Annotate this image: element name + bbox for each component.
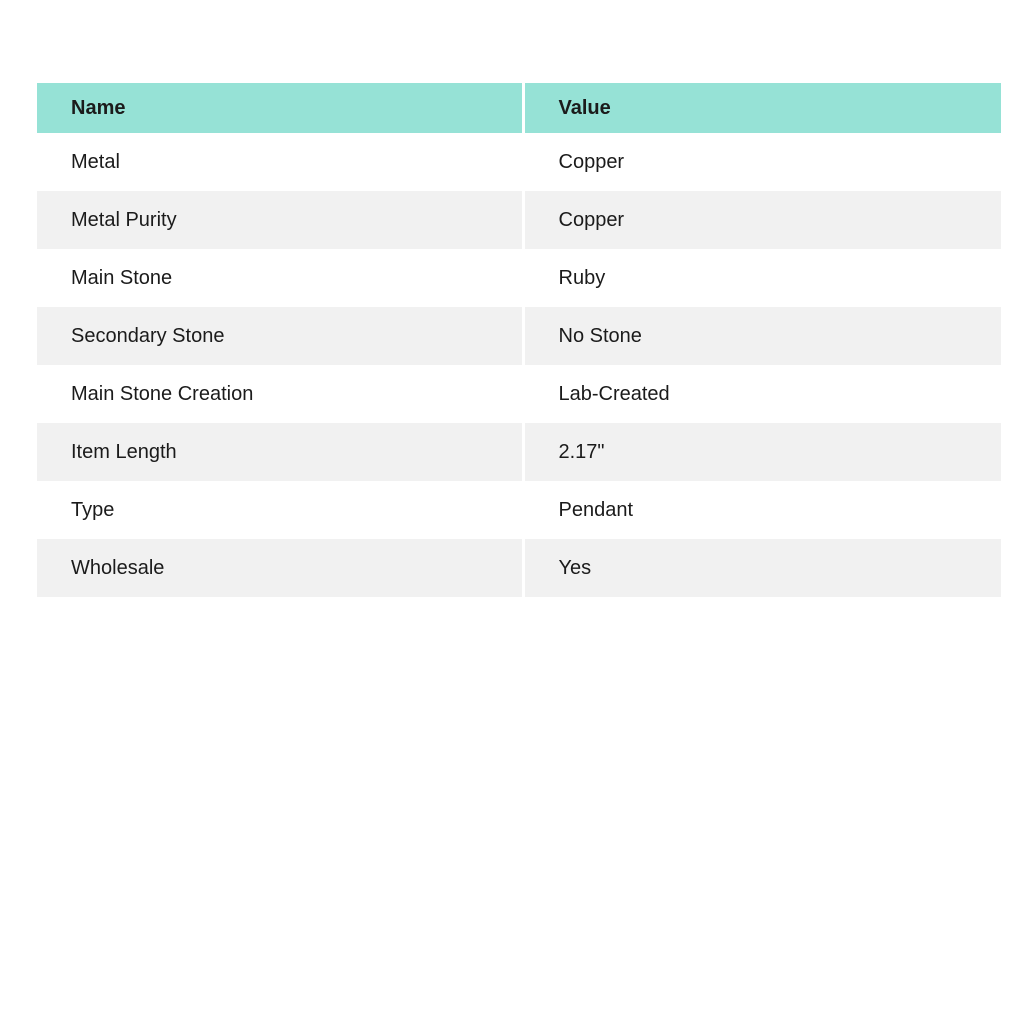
table-row: [37, 539, 1001, 597]
attribute-name: Main Stone Creation: [71, 382, 254, 405]
attribute-name: Metal: [71, 150, 120, 173]
table-row: [37, 249, 1001, 307]
product-attributes-table: [37, 83, 1001, 597]
table-header-row: [37, 83, 1001, 133]
table-row: [37, 423, 1001, 481]
attribute-name: Secondary Stone: [37, 307, 523, 365]
table-row: [37, 133, 1001, 191]
attribute-name: Type: [71, 498, 115, 521]
attribute-name: Main Stone: [71, 266, 173, 289]
table-row: [37, 365, 1001, 423]
table-row: [37, 191, 1001, 249]
attribute-name: Wholesale: [37, 539, 523, 597]
attribute-name: Metal Purity: [37, 191, 523, 249]
attribute-value: Lab-Created: [523, 365, 1001, 423]
attribute-value: No Stone: [523, 307, 1001, 365]
attribute-value: Pendant: [523, 481, 1001, 539]
attribute-value: Ruby: [523, 249, 1001, 307]
column-header-value: Value: [523, 83, 1001, 133]
attribute-value: Copper: [523, 191, 1001, 249]
attribute-value: Yes: [523, 539, 1001, 597]
attribute-name: Item Length: [37, 423, 523, 481]
column-header-name: Name: [37, 83, 523, 133]
table-row: [37, 481, 1001, 539]
table-row: [37, 307, 1001, 365]
attribute-value: 2.17": [523, 423, 1001, 481]
attribute-value: Copper: [523, 133, 1001, 191]
